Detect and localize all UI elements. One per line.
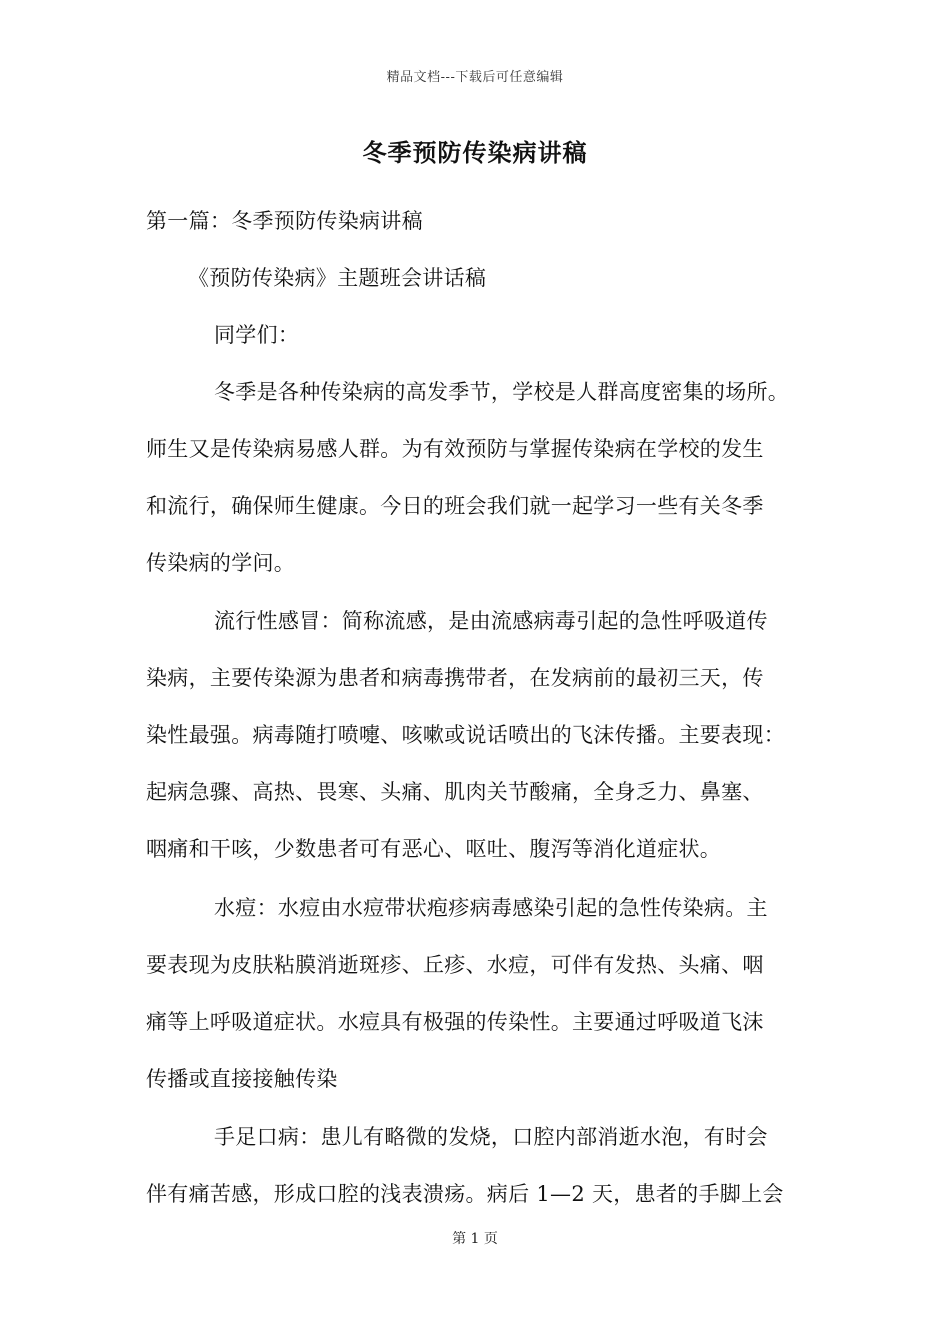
paragraph-line: 要表现为皮肤粘膜消逝斑疹、丘疹、水痘，可伴有发热、头痛、咽 bbox=[146, 953, 764, 977]
salutation: 同学们： bbox=[214, 323, 300, 347]
paragraph-line: 和流行，确保师生健康。今日的班会我们就一起学习一些有关冬季 bbox=[146, 494, 764, 518]
paragraph-line: 伴有痛苦感，形成口腔的浅表溃疡。病后 1—2 天，患者的手脚上会 bbox=[146, 1182, 784, 1206]
paragraph-line: 水痘：水痘由水痘带状疱疹病毒感染引起的急性传染病。主 bbox=[214, 896, 768, 920]
page-number: 第 1 页 bbox=[452, 1231, 498, 1247]
paragraph-line: 起病急骤、高热、畏寒、头痛、肌肉关节酸痛，全身乏力、鼻塞、 bbox=[146, 780, 764, 804]
section-heading: 第一篇：冬季预防传染病讲稿 bbox=[146, 209, 423, 233]
document-title: 冬季预防传染病讲稿 bbox=[362, 138, 588, 167]
paragraph-line: 手足口病：患儿有略微的发烧，口腔内部消逝水泡，有时会 bbox=[214, 1125, 768, 1149]
paragraph-line: 咽痛和干咳，少数患者可有恶心、呕吐、腹泻等消化道症状。 bbox=[146, 837, 722, 861]
paragraph-line: 流行性感冒：简称流感，是由流感病毒引起的急性呼吸道传 bbox=[214, 609, 768, 633]
speech-subtitle: 《预防传染病》主题班会讲话稿 bbox=[188, 266, 487, 290]
paragraph-line: 传染病的学问。 bbox=[146, 551, 296, 575]
paragraph-line: 染病，主要传染源为患者和病毒携带者，在发病前的最初三天，传 bbox=[146, 666, 764, 690]
paragraph-line: 师生又是传染病易感人群。为有效预防与掌握传染病在学校的发生 bbox=[146, 437, 764, 461]
paragraph-line: 冬季是各种传染病的高发季节，学校是人群高度密集的场所。 bbox=[214, 380, 790, 404]
paragraph-line: 染性最强。病毒随打喷嚏、咳嗽或说话喷出的飞沫传播。主要表现： bbox=[146, 723, 785, 747]
paragraph-line: 传播或直接接触传染 bbox=[146, 1067, 338, 1091]
paragraph-line: 痛等上呼吸道症状。水痘具有极强的传染性。主要通过呼吸道飞沫 bbox=[146, 1010, 764, 1034]
page-header: 精品文档---下载后可任意编辑 bbox=[386, 70, 564, 85]
